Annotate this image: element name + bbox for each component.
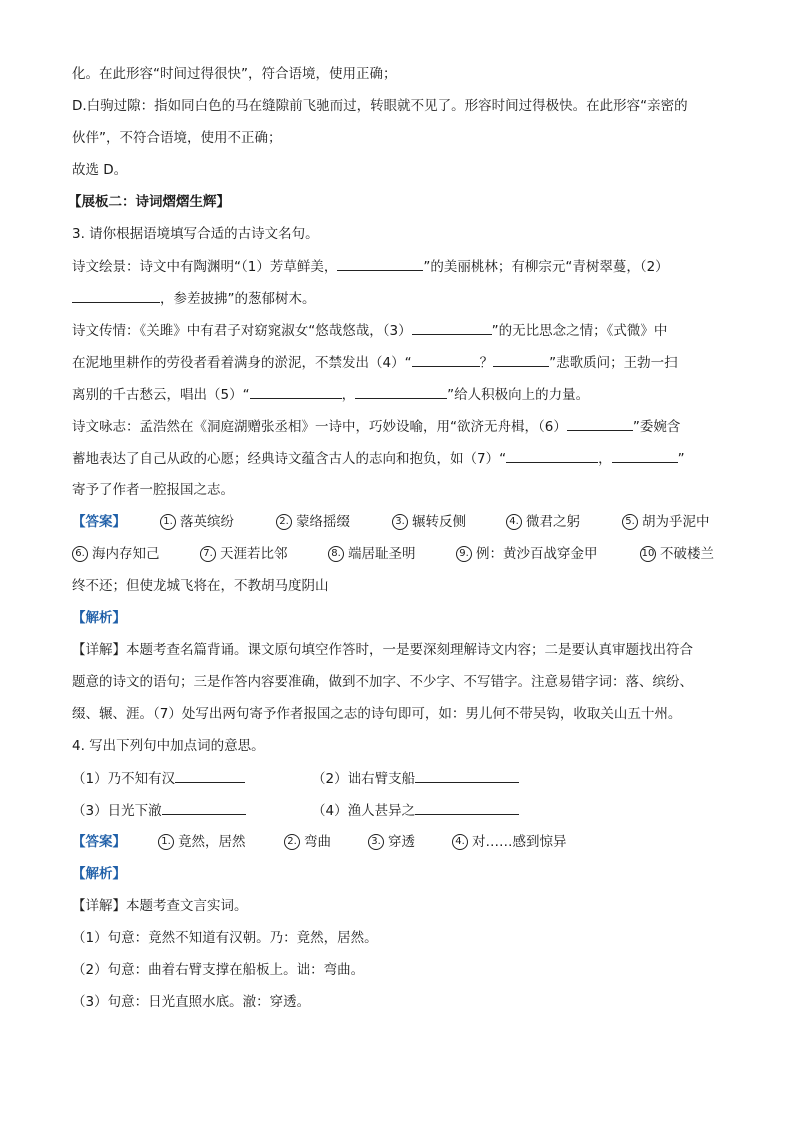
text-line: 【详解】本题考查名篇背诵。课文原句填空作答时，一是要深刻理解诗文内容；二是要认真审题找出符合 [72,642,693,658]
text-span: ”委婉含 [632,419,681,435]
text-span: ”给人积极向上的力量。 [447,387,590,403]
answer-blank[interactable] [355,384,447,399]
answer-text: 辗转反侧 [412,514,466,530]
circled-number: 8. [328,546,344,562]
text-span: ”悲歌质问；王勃一扫 [549,355,678,371]
analysis-tag: 【解析】 [72,866,126,882]
circled-number: 6. [72,546,88,562]
answer-text: 胡为乎泥中 [642,514,710,530]
text-line: 缀、辗、涯。（7）处写出两句寄予作者报国之志的诗句即可，如：男儿何不带吴钩，收取关山五十州。 [72,706,682,722]
answer-item [328,544,416,564]
answer-text: 微君之躬 [526,514,580,530]
text-span: 蓄地表达了自己从政的心愿；经典诗文蕴含古人的志向和抱负，如（7）“ [72,451,507,467]
text-line: 故选 D。 [72,162,128,178]
answer-tag: 【答案】 [72,834,126,850]
question-item [312,800,519,821]
answer-item [452,832,567,852]
answer-item [640,544,714,564]
answer-blank[interactable] [506,448,598,463]
text-line [72,416,680,437]
answer-item [506,512,580,532]
circled-number: 4. [506,514,522,530]
circled-number: 5. [622,514,638,530]
text-span: 诗文传情：《关雎》中有君子对窈窕淑女“悠哉悠哉，（3） [72,323,412,339]
text-line: （3）句意：日光直照水底。澈：穿透。 [72,994,311,1010]
answer-blank[interactable] [567,416,633,431]
text-line [72,352,678,373]
text-line [72,256,669,277]
text-span: ，参差披拂”的葱郁树木。 [160,291,316,307]
text-line: 题意的诗文的语句；三是作答内容要准确，做到不加字、不少字、不写错字。注意易错字词：落、缤纷、 [72,674,693,690]
answer-blank[interactable] [72,288,160,303]
circled-number: 2. [276,514,292,530]
text-span: ”的无比思念之情；《式微》中 [491,323,668,339]
text-line [72,384,589,405]
answer-tag: 【答案】 [72,514,126,530]
answer-item [200,544,288,564]
text-line: （1）句意：竟然不知道有汉朝。乃：竟然，居然。 [72,930,378,946]
question-4-title: 4. 写出下列句中加点词的意思。 [72,738,265,754]
text-span: 诗文咏志：孟浩然在《洞庭湖赠张丞相》一诗中，巧妙设喻，用“欲济无舟楫，（6） [72,419,567,435]
answer-blank[interactable] [412,320,492,335]
circled-number: 2. [284,834,300,850]
text-line: D.白驹过隙：指如同白色的马在缝隙前飞驰而过，转眼就不见了。形容时间过得极快。在此形容“亲密的 [72,98,688,114]
answer-text: 弯曲 [304,834,331,850]
circled-number: 3. [392,514,408,530]
text-line: 伙伴”，不符合语境，使用不正确； [72,130,282,146]
circled-number: 7. [200,546,216,562]
text-span: 诗文绘景：诗文中有陶渊明“（1）芳草鲜美， [72,259,338,275]
answer-blank[interactable] [250,384,342,399]
answer-text: 对……感到惊异 [472,834,567,850]
answer-item [160,512,234,532]
text-span: （2）诎右臂支船 [312,771,416,787]
text-line: 化。在此形容“时间过得很快”，符合语境，使用正确； [72,66,397,82]
answer-blank[interactable] [337,256,423,271]
text-line [72,320,667,341]
answer-text: 竟然，居然 [178,834,246,850]
text-line: （2）句意：曲着右臂支撑在船板上。诎：弯曲。 [72,962,365,978]
answer-blank[interactable] [415,768,519,783]
answer-text: 穿透 [388,834,415,850]
answer-text: 天涯若比邻 [220,546,288,562]
circled-number: 1. [158,834,174,850]
answer-item [284,832,331,852]
text-span: ， [598,451,612,467]
text-span: ”的美丽桃林；有柳宗元“青树翠蔓，（2） [423,259,669,275]
answer-text: 落英缤纷 [180,514,234,530]
text-span: ” [677,451,685,467]
answer-text: 海内存知己 [92,546,160,562]
text-line [72,448,685,469]
circled-number: 1. [160,514,176,530]
text-span: （1）乃不知有汉 [72,771,176,787]
answer-item [158,832,246,852]
text-span: （4）渔人甚异之 [312,803,416,819]
text-span: 在泥地里耕作的劳役者看着满身的淤泥，不禁发出（4）“ [72,355,412,371]
answer-blank[interactable] [412,352,480,367]
answer-text: 不破楼兰 [660,546,714,562]
section-heading: 【展板二：诗词熠熠生辉】 [68,194,230,210]
question-item [312,768,519,789]
answer-item [368,832,415,852]
answer-blank[interactable] [415,800,519,815]
text-span: 离别的千古愁云，唱出（5）“ [72,387,250,403]
text-span: ？ [479,355,494,371]
text-span: （3）日光下澈 [72,803,162,819]
text-line: 【详解】本题考查文言实词。 [72,898,248,914]
text-span: ， [341,387,356,403]
circled-number: 3. [368,834,384,850]
question-item [72,800,246,821]
answer-item [276,512,350,532]
answer-item [622,512,710,532]
question-3-title: 3. 请你根据语境填写合适的古诗文名句。 [72,226,319,242]
answer-text: 例：黄沙百战穿金甲 [476,546,598,562]
circled-number: 9. [456,546,472,562]
answer-text: 端居耻圣明 [348,546,416,562]
answer-blank[interactable] [493,352,549,367]
answer-text: 蒙络摇缀 [296,514,350,530]
circled-number: 4. [452,834,468,850]
question-item [72,768,245,789]
text-line [72,288,316,309]
answer-blank[interactable] [162,800,246,815]
answer-item [72,544,160,564]
text-line: 寄予了作者一腔报国之志。 [72,482,234,498]
circled-number: 10 [640,546,656,562]
answer-continuation: 终不还；但使龙城飞将在，不教胡马度阴山 [72,578,329,594]
answer-item [392,512,466,532]
answer-item [456,544,598,564]
analysis-tag: 【解析】 [72,610,126,626]
answer-blank[interactable] [612,448,678,463]
answer-blank[interactable] [175,768,245,783]
